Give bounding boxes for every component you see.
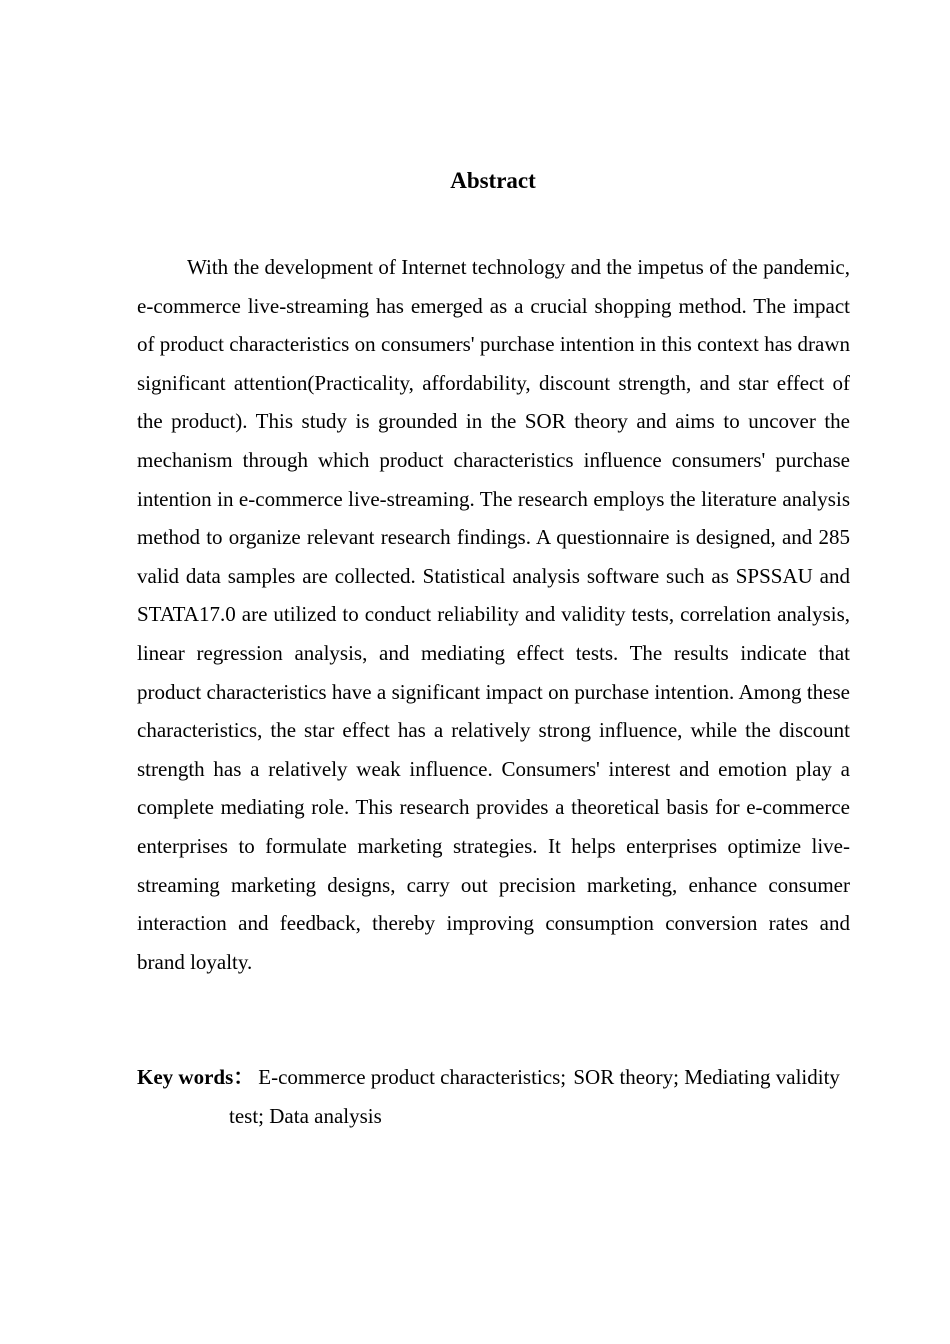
keyword-item: Data analysis [269,1103,382,1128]
abstract-title: Abstract [450,168,536,193]
keyword-item: SOR theory; [573,1065,679,1089]
keywords-line [137,1058,850,1135]
keyword-item: E-commerce product characteristics; [258,1065,567,1089]
keywords-label: Key words [137,1065,234,1089]
abstract-paragraph: With the development of Internet technology and the impetus of the pandemic, e-commerce live-streaming has emerged as a crucial shopping method. The impact of product characteristics on consumers' purchase intention in this context has drawn significant attention(Practicality, affordability, discount strength, and star effect of the product). This study is grounded in the SOR theory and aims to uncover the mechanism through which product characteristics influence consumers' purchase intention in e-commerce live-streaming. The research employs the literature analysis method to organize relevant research findings. A questionnaire is designed, and 285 valid data samples are collected. Statistical analysis software such as SPSSAU and STATA17.0 are utilized to conduct reliability and validity tests, correlation analysis, linear regression analysis, and mediating effect tests. The results indicate that product characteristics have a significant impact on purchase intention. Among these characteristics, the star effect has a relatively strong influence, while the discount strength has a relatively weak influence. Consumers' interest and emotion play a complete mediating role. This research provides a theoretical basis for e-commerce enterprises to formulate marketing strategies. It helps enterprises optimize live-streaming marketing designs, carry out precision marketing, enhance consumer interaction and feedback, thereby improving consumption conversion rates and brand loyalty. [137,255,850,974]
keywords-separator: ： [233,1065,255,1089]
keyword-item: Mediating validity test; [229,1065,840,1128]
